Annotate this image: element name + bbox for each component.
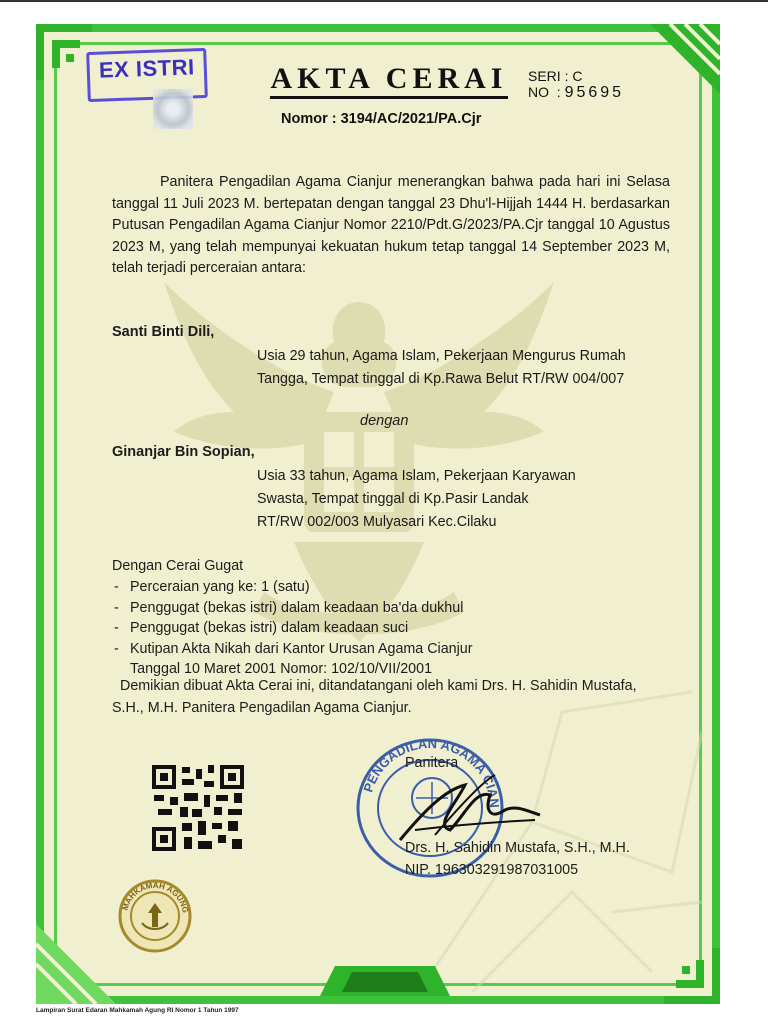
list-item-continuation: Tanggal 10 Maret 2001 Nomor: 102/10/VII/2001 <box>130 661 433 678</box>
signer-role: Panitera <box>405 755 459 771</box>
list-item: - Kutipan Akta Nikah dari Kantor Urusan Agama Cianjur <box>112 639 473 660</box>
seri-value: C <box>572 68 583 84</box>
closing-paragraph-text: Demikian dibuat Akta Cerai ini, ditandatangani oleh kami Drs. H. Sahidin Mustafa, S.H., M.H. Panitera Pengadilan Agama Cianjur. <box>112 678 637 716</box>
top-rule <box>0 0 768 2</box>
document-number: Nomor : 3194/AC/2021/PA.Cjr <box>281 111 482 127</box>
party2-detail-line1: Usia 33 tahun, Agama Islam, Pekerjaan Karyawan <box>257 468 576 484</box>
ex-istri-stamp-label: EX ISTRI <box>98 54 196 83</box>
list-item: - Penggugat (bekas istri) dalam keadaan ba'da dukhul <box>112 598 473 619</box>
party2-detail-line3: RT/RW 002/003 Mulyasari Kec.Cilaku <box>257 514 497 530</box>
list-item: - Perceraian yang ke: 1 (satu) <box>112 577 473 598</box>
dengan-label: dengan <box>360 413 409 429</box>
party1-detail: Usia 29 tahun, Agama Islam, Pekerjaan Mengurus Rumah Tangga, Tempat tinggal di Kp.Rawa Belut RT/RW 004/007 <box>257 348 626 387</box>
corner-ornament-bottom-left <box>36 914 126 1004</box>
signer-nip: NIP. 196303291987031005 <box>405 862 579 878</box>
party2-name: Ginanjar Bin Sopian, <box>112 444 255 460</box>
document-title: AKTA CERAI <box>270 62 508 99</box>
footer-note: Lampiran Surat Edaran Mahkamah Agung RI Nomor 1 Tahun 1997 <box>36 1007 239 1014</box>
pa-seal-text: PENGADILAN AGAMA CIAN <box>360 735 503 809</box>
opening-paragraph <box>112 172 670 280</box>
cerai-type: Dengan Cerai Gugat <box>112 558 244 574</box>
list-item: - Penggugat (bekas istri) dalam keadaan suci <box>112 618 473 639</box>
seri-label: SERI <box>528 68 561 84</box>
cerai-details-list <box>112 577 473 680</box>
party1-name: Santi Binti Dili, <box>112 324 215 340</box>
closing-paragraph <box>112 676 672 719</box>
opening-paragraph-text: Panitera Pengadilan Agama Cianjur menerangkan bahwa pada hari ini Selasa tanggal 11 Juli 2023 M. bertepatan dengan tanggal 23 Dhu'l-Hijjah 1444 H. berdasarkan Putusan Pengadilan Agama Cianjur Nomor 2210/Pdt.G/2023/PA.Cjr tanggal 10 Agustus 2023 M, yang telah mempunyai kekuatan hukum tetap tanggal 14 September 2023 M, telah terjadi perceraian antara: <box>112 174 670 277</box>
no-value: 95695 <box>564 84 625 101</box>
qr-code-icon <box>152 765 244 856</box>
bottom-plaque <box>320 966 450 1001</box>
serial-block: SERI : C NO : 95695 <box>528 68 625 101</box>
hologram-sticker-icon <box>153 89 193 129</box>
signature-icon <box>395 770 545 850</box>
signer-name: Drs. H. Sahidin Mustafa, S.H., M.H. <box>405 840 630 856</box>
party2-detail <box>257 465 672 534</box>
no-label: NO <box>528 84 549 100</box>
mahkamah-agung-seal-icon <box>118 879 192 958</box>
corner-ornament-top-right <box>640 24 720 104</box>
party2-detail-line2: Swasta, Tempat tinggal di Kp.Pasir Landak <box>257 491 529 507</box>
ma-seal-text: MAHKAMAH AGUNG <box>120 880 190 914</box>
